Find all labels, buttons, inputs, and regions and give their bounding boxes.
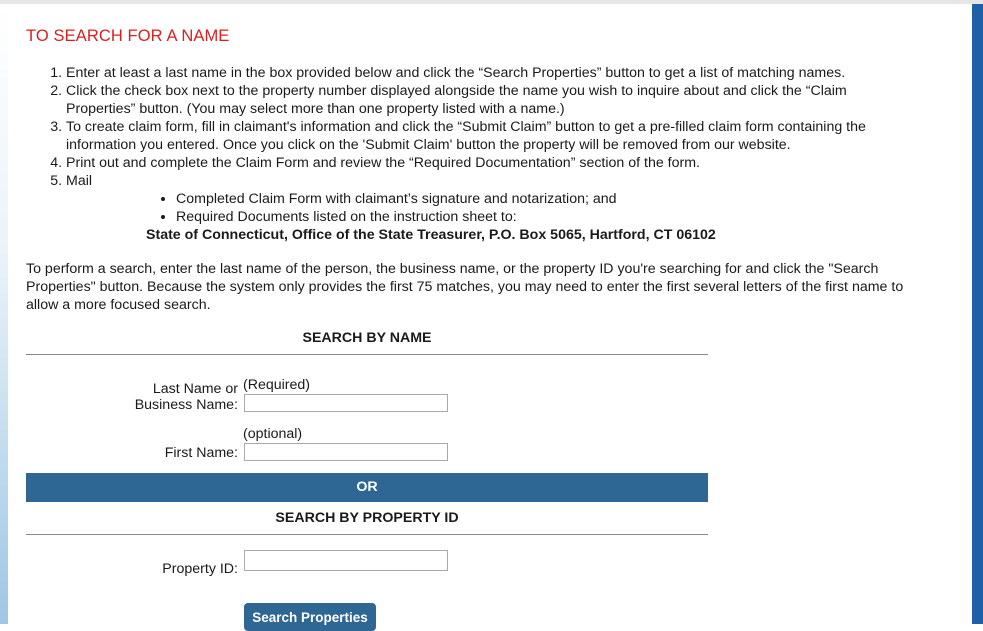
- property-id-input[interactable]: [244, 550, 448, 571]
- top-border: [0, 0, 983, 4]
- or-divider: OR: [26, 473, 708, 502]
- first-name-input[interactable]: [244, 443, 448, 461]
- optional-hint: (optional): [243, 426, 303, 442]
- instruction-step: 4. Print out and complete the Claim Form and review the “Required Documentation” section of the form.: [66, 154, 916, 172]
- required-hint: (Required): [243, 377, 311, 393]
- mail-item: • Required Documents listed on the instruction sheet to:: [176, 208, 916, 226]
- section-divider: [26, 534, 708, 535]
- instruction-step-text: Mail: [66, 173, 93, 189]
- property-id-label: Property ID:: [162, 561, 238, 577]
- instruction-step-mail: [66, 172, 916, 244]
- left-page-edge: [0, 4, 8, 624]
- instruction-step: 3. To create claim form, fill in claimant's information and click the “Submit Claim” button to get a pre-filled claim form containing the information you entered. Once you click on the 'Submit Claim' button the property will be removed from our website.: [66, 118, 916, 154]
- instruction-step: 2. Click the check box next to the property number displayed alongside the name you wish to inquire about and click the “Claim Properties” button. (You may select more than one property listed with a name.): [66, 82, 916, 118]
- mailing-address: State of Connecticut, Office of the State Treasurer, P.O. Box 5065, Hartford, CT 06102: [146, 227, 716, 243]
- first-name-label: First Name:: [164, 445, 238, 461]
- mail-item: • Completed Claim Form with claimant’s signature and notarization; and: [176, 190, 916, 208]
- instruction-step: 1. Enter at least a last name in the box provided below and click the “Search Properties” button to get a list of matching names.: [66, 64, 916, 82]
- search-intro-text: To perform a search, enter the last name of the person, the business name, or the property ID you're searching for and click the "Search Properties" button. Because the system only provides the first 75 matches, you may need to enter the first several letters of the first name to allow a more focused search.: [26, 261, 904, 313]
- last-name-label: [86, 381, 238, 413]
- last-name-label-line2: Business Name:: [134, 397, 238, 413]
- search-by-name-heading: SEARCH BY NAME: [302, 330, 432, 346]
- mail-items-list: [66, 190, 916, 226]
- section-divider: [26, 354, 708, 355]
- right-page-edge: [972, 4, 983, 624]
- last-name-input[interactable]: [244, 394, 448, 412]
- search-by-property-id-heading: SEARCH BY PROPERTY ID: [275, 510, 459, 526]
- instructions-list: [26, 64, 916, 244]
- page-title: TO SEARCH FOR A NAME: [26, 27, 230, 45]
- last-name-label-line1: Last Name or: [152, 381, 238, 397]
- search-properties-button[interactable]: Search Properties: [244, 603, 376, 631]
